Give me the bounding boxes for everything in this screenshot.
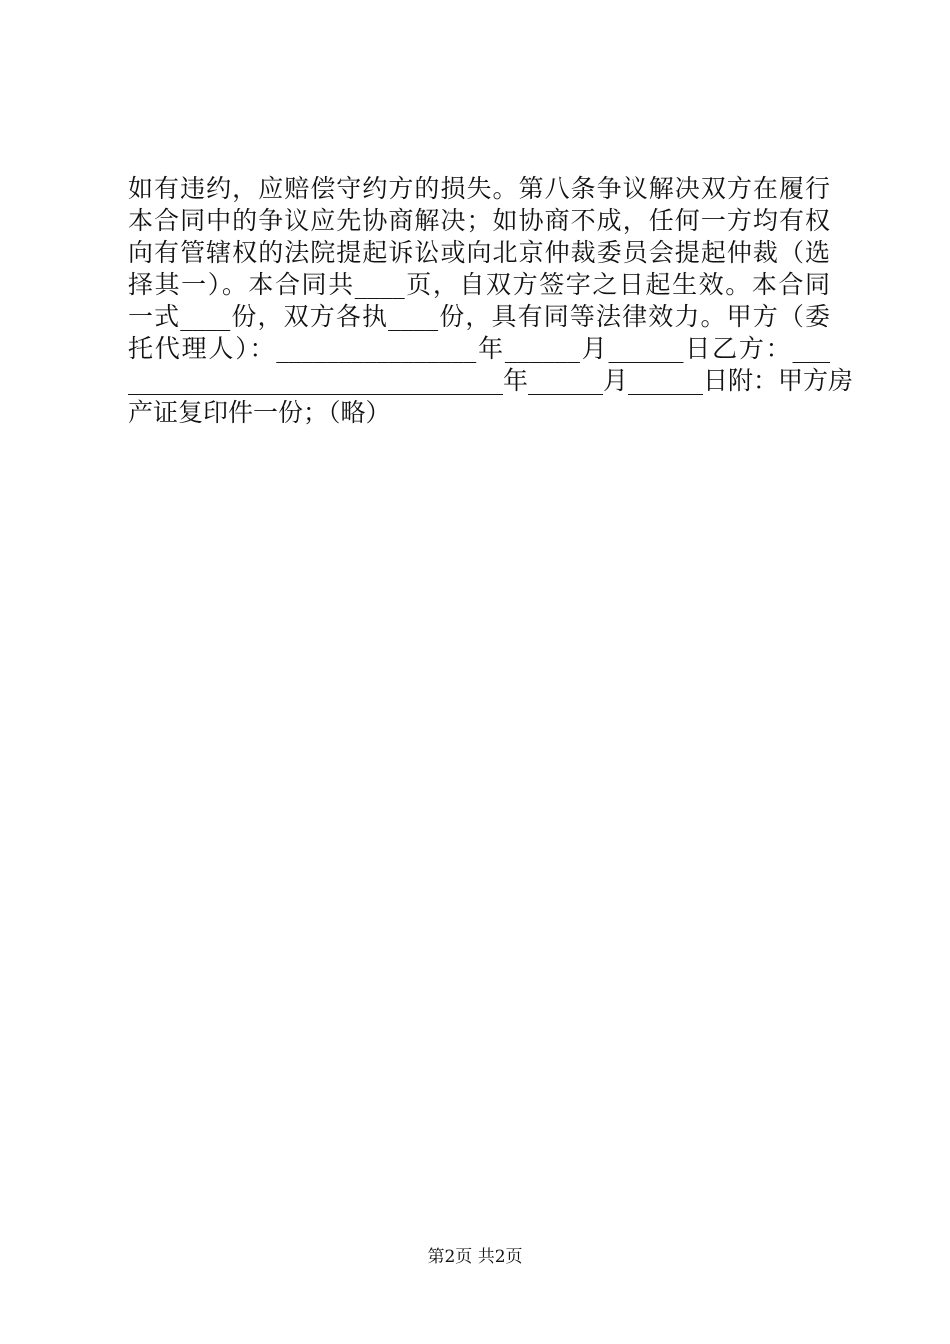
body-text-line: 向有管辖权的法院提起诉讼或向北京仲裁委员会提起仲裁（选 xyxy=(128,238,830,267)
body-text-line: 如有违约，应赔偿守约方的损失。第八条争议解决双方在履行 xyxy=(128,174,830,203)
body-text-line: 托代理人）：________________年______月______日乙方：___ xyxy=(128,334,830,363)
page-footer xyxy=(0,1242,950,1267)
page-indicator: 第2页 共2页 xyxy=(427,1247,523,1267)
body-text-line: ______________________________年______月______日附：甲方房 xyxy=(128,366,854,395)
body-text-line: 择其一）。本合同共____页，自双方签字之日起生效。本合同 xyxy=(128,270,830,299)
body-text-line: 一式____份，双方各执____份，具有同等法律效力。甲方（委 xyxy=(128,302,830,331)
body-text-line: 产证复印件一份；（略） xyxy=(128,398,391,427)
document-body xyxy=(128,173,854,429)
body-text-line: 本合同中的争议应先协商解决；如协商不成，任何一方均有权 xyxy=(128,206,830,235)
